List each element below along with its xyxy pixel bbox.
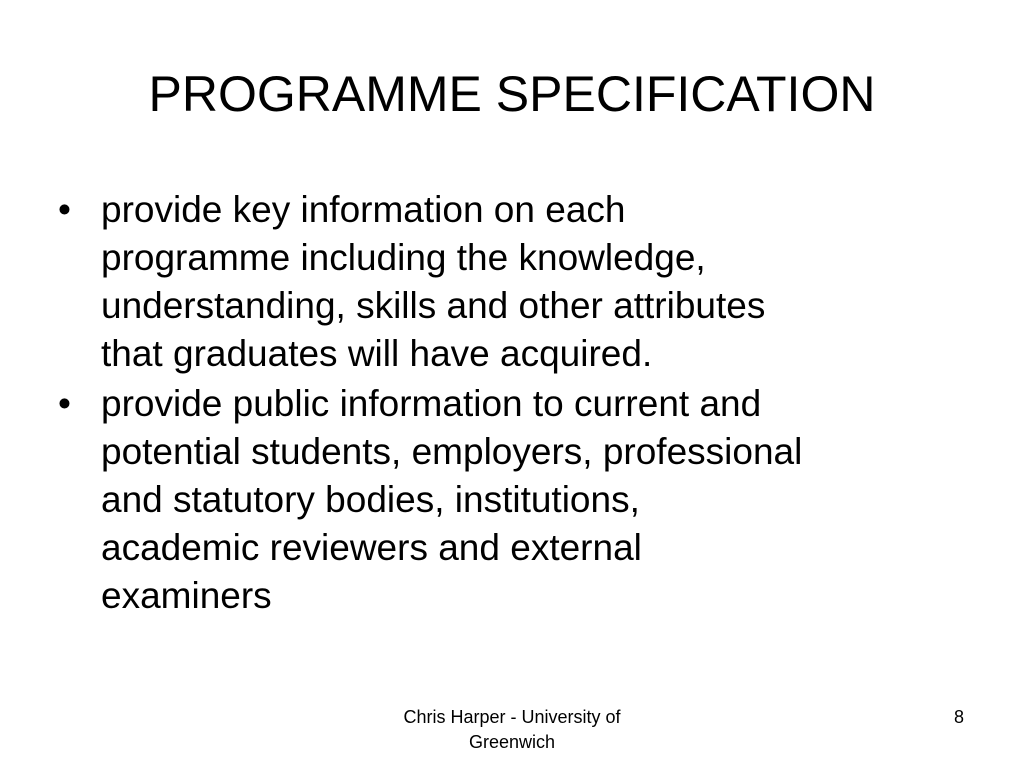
bullet-text-line: potential students, employers, professional [101, 431, 803, 472]
bullet-text-line: academic reviewers and external [101, 527, 642, 568]
list-item [58, 380, 988, 620]
list-item [58, 186, 988, 378]
bullet-text-line: provide public information to current and [101, 383, 762, 424]
bullet-text-line: understanding, skills and other attributes [101, 285, 766, 326]
bullet-text-line: programme including the knowledge, [101, 237, 706, 278]
page-number: 8 [953, 707, 964, 727]
bullet-text-line: and statutory bodies, institutions, [101, 479, 640, 520]
footer-author-line: Chris Harper - University of [403, 707, 621, 727]
bullet-text-line: provide key information on each [101, 189, 626, 230]
bullet-text-line: that graduates will have acquired. [101, 333, 653, 374]
bullet-icon: • [58, 189, 71, 230]
footer-author-line: Greenwich [468, 732, 556, 752]
bullet-list [58, 186, 988, 622]
slide-title: PROGRAMME SPECIFICATION [148, 66, 876, 122]
footer-author [362, 705, 662, 755]
bullet-icon: • [58, 383, 71, 424]
bullet-text-line: examiners [101, 575, 272, 616]
